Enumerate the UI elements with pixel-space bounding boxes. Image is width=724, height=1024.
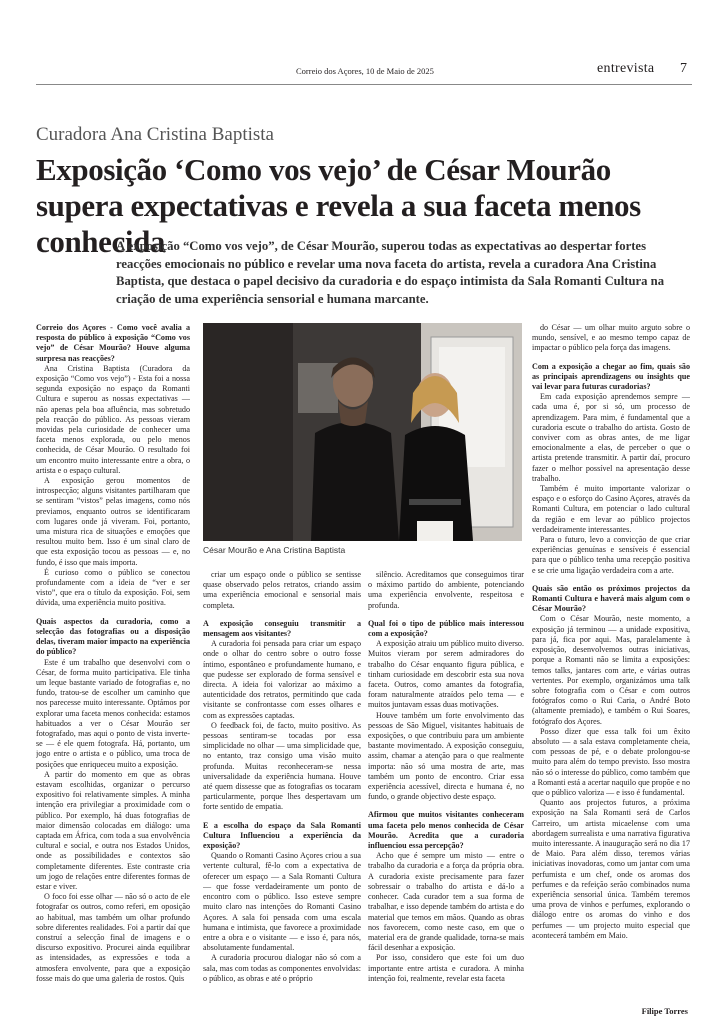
body-paragraph: Quando o Romanti Casino Açores criou a sua vertente cultural, fê-lo com a expectativa de oferecer um espaço — a Sala Romanti Cultura — que fosse verdadeiramente um ponto de encontro com o público. Isso esteve sempre muito claro nas intenções do Romanti Casino Açores. A sala foi pensada com uma escala humana e intimista, que favorece a proximidade entre a obra e o visitante — e isso é, para nós, absolutamente fundamental. xyxy=(203,851,361,953)
interview-question: Quais são então os próximos projectos da Romanti Cultura e haverá mais algum com o César Mourão? xyxy=(532,583,690,614)
body-paragraph: A exposição atraiu um público muito diverso. Muitos vieram por serem admiradores do trabalho do César enquanto figura pública, e tinham curiosidade em descobrir esta sua nova faceta. Outros, como amantes da fotografia, foram naturalmente atraídos pelo tema — e muitos juntavam essas duas motivações. xyxy=(368,639,524,710)
text-column-3 xyxy=(368,570,524,1010)
body-paragraph: O foco foi esse olhar — não só o acto de ele fotografar os outros, como referi, em oposição ao habitual, mas também um olhar profundo sobre diferentes realidades. Foi a partir daí que construí a selecção final de imagens e o discurso expositivo. Procurei ainda equilibrar as intensidades, as expressões e toda a atmosfera envolvente, para que a exposição fosse mais do que uma galeria de rostos. Quis xyxy=(36,892,190,983)
body-paragraph: Houve também um forte envolvimento das pessoas de São Miguel, visitantes habituais de exposições, o que contribuiu para um ambiente bastante movimentado. A exposição conseguiu, assim, chamar a atenção para o que realmente importa: não só uma mostra de arte, mas também um ponto de encontro. Criar essa experiência acessível, directa e humana é, no fundo, o grande objectivo deste espaço. xyxy=(368,710,524,802)
body-paragraph: A exposição gerou momentos de introspecção; alguns visitantes partilharam que se sentiram “vistos” pelas imagens, como nós previamos, enquanto outros se identificaram com lugares onde já viveram. Foi, portanto, uma mistura rica de situações e emoções que resultou muito bem. Isso é um sinal claro de que esta exposição tocou as pessoas — e, no fundo, é isso que mais importa. xyxy=(36,476,190,567)
body-paragraph: Quanto aos projectos futuros, a próxima exposição na Sala Romanti será de Carlos Carreiro, um artista micaelense com uma abordagem surrealista e uma narrativa figurativa muito interessante. A inauguração será no dia 17 de Maio. Para além disso, teremos várias iniciativas inovadoras, como um jantar com uma perfumista e um chef, onde os aromas dos perfumes e da refeição serão combinados numa experiência sensorial única. Também teremos uma prova de vinhos e perfumes, explorando o diálogo entre os aromas do vinho e dos perfumes — um projecto muito especial que acontecerá também em Maio. xyxy=(532,798,690,940)
article-lead: A exposição “Como vos vejo”, de César Mourão, superou todas as expectativas ao despertar fortes reacções emocionais no público e revelar uma nova faceta do artista, revela a curadora Ana Cristina Baptista, que destaca o papel decisivo da curadoria e do espaço intimista da Sala Romanti Cultura na criação de uma experiência sensorial e humana marcante. xyxy=(116,239,665,307)
interview-question: E a escolha do espaço da Sala Romanti Cultura Influenciou a experiência da exposição? xyxy=(203,820,361,851)
photo-caption: César Mourão e Ana Cristina Baptista xyxy=(203,545,346,555)
page-number: 7 xyxy=(680,61,687,76)
article-kicker: Curadora Ana Cristina Baptista xyxy=(36,124,274,145)
body-paragraph: Por isso, considero que este foi um duo importante entre artista e curadora. A minha intenção foi, realmente, revelar esta faceta xyxy=(368,953,524,983)
body-paragraph: Acho que é sempre um misto — entre o trabalho da curadoria e a força da própria obra. A curadoria existe precisamente para fazer sobressair o trabalho do artista e dá-lo a conhecer. Cada curador tem a sua forma de trabalhar, e isso depende também do artista e do material que temos em mãos. Quando as obras nos favorecem, como neste caso, em que o material era de grande qualidade, torna-se mais fácil desenhar a exposição. xyxy=(368,851,524,953)
body-paragraph: É curioso como o público se conectou profundamente com a ideia de “ver e ser visto”, que era o título da exposição. Foi, sem dúvida, uma experiência muito positiva. xyxy=(36,567,190,608)
body-paragraph: Com o César Mourão, neste momento, a exposição já terminou — a unidade expositiva, para já, fica por aqui. Mas, paralelamente à exposição, desenvolvemos outras iniciativas, porque a Romanti não se limita a exposições: temos talks, jantares com arte, e várias outras vertentes. Por exemplo, organizámos uma talk sobre fotografia com o César e com outros fotógrafos como o Rui Caria, o André Boto (altamente premiado), e também o Rui Soares, fotógrafo dos Açores. xyxy=(532,614,690,726)
photo-image xyxy=(203,323,522,541)
body-paragraph: A curadoria procurou dialogar não só com a sala, mas com todas as componentes envolvidas: o público, as obras e até o próprio xyxy=(203,953,361,983)
text-column-2 xyxy=(203,570,361,1010)
body-paragraph: O feedback foi, de facto, muito positivo. As pessoas sentiram-se tocadas por essa simplicidade no olhar — uma simplicidade que, no entanto, traz consigo uma visão muito profunda. Muitas reconheceram-se nessa universalidade da experiência humana. Houve até quem dissesse que as fotografias os tocaram particularmente, porque lhes despertavam um forte sentido de empatia. xyxy=(203,720,361,812)
text-column-1 xyxy=(36,323,190,1013)
article-title: Exposição ‘Como vos vejo’ de César Mourão supera expectativas e revela a sua faceta menos conhecida xyxy=(36,152,641,259)
publication-dateline: Correio dos Açores, 10 de Maio de 2025 xyxy=(296,66,434,76)
body-paragraph: Também é muito importante valorizar o espaço e o esforço do Casino Açores, através da Romanti Cultura, em potenciar o lado cultural da região e em levar ao público projectos verdadeiramente interessantes. xyxy=(532,484,690,534)
body-paragraph: Para o futuro, levo a convicção de que criar experiências genuínas e sensíveis é essencial para que o público tenha uma recepção positiva e se crie uma ligação verdadeira com a arte. xyxy=(532,535,690,575)
page-header xyxy=(0,62,724,82)
article-photo xyxy=(203,323,522,541)
body-paragraph: criar um espaço onde o público se sentisse quase observado pelos retratos, criando assim uma experiência emocional e sensorial mais completa. xyxy=(203,570,361,610)
interview-question: A exposição conseguiu transmitir a mensagem aos visitantes? xyxy=(203,618,361,639)
interview-question: Quais aspectos da curadoria, como a selecção das fotografias ou a disposição delas, tiveram maior impacto na experiência do público? xyxy=(36,616,190,657)
section-label: entrevista xyxy=(597,61,655,76)
body-paragraph: A partir do momento em que as obras estavam escolhidas, organizar o percurso expositivo foi relativamente simples. A minha intenção era privilegiar a proximidade com o público. Por exemplo, há duas fotografias de maior dimensão colocadas em diálogo: uma captada em África, com toda a sua envolvência cultural e social, e outra nos Estados Unidos, onde as possibilidades e contextos são completamente diferentes. Este contraste cria um jogo de relações entre diferentes formas de estar e viver. xyxy=(36,769,190,891)
article-author: Filipe Torres xyxy=(641,1006,688,1016)
body-paragraph: do César — um olhar muito arguto sobre o mundo, sensível, e ao mesmo tempo capaz de impactar o público pela força das imagens. xyxy=(532,323,690,353)
body-paragraph: Este é um trabalho que desenvolvi com o César, de forma muito participativa. Ele tinha um leque bastante variado de fotografias e, no fundo, tratou-se de escolher um caminho que nos parecesse muito interessante. Optámos por explorar uma faceta menos conhecida: estamos habituados a ver o César Mourão ser fotografado, mas aqui o ponto de vista inverte-se — é ele quem fotografa. Há, portanto, um jogo entre o artista e o público, uma troca de posições que enriqueceu muito a exposição. xyxy=(36,657,190,769)
interview-question: Qual foi o tipo de público mais interessou com a exposição? xyxy=(368,618,524,639)
body-paragraph: Em cada exposição aprendemos sempre — cada uma é, por si só, um processo de aprendizagem. Para mim, é fundamental que a curadoria escute o trabalho do artista. Gosto de conviver com as obras antes, de me ligar emocionalmente a elas, de perceber o que o artista pretende transmitir. A partir daí, procuro fazer o melhor possível na apresentação desse trabalho. xyxy=(532,392,690,483)
body-paragraph: Ana Cristina Baptista (Curadora da exposição “Como vos vejo”) - Esta foi a nossa segunda exposição no espaço da Romanti Cultura e superou as nossas expectativas — não apenas pela boa afluência, mas sobretudo pela reacção do público. As pessoas vieram movidas pela curiosidade de conhecer uma faceta menos explorada, ou pelo menos conhecida, de César Mourão. O resultado foi um encontro muito interessante entre a obra, o artista e o espaço cultural. xyxy=(36,363,190,475)
interview-question: Afirmou que muitos visitantes conheceram uma faceta pelo menos conhecida de César Mourão. Acredita que a curadoria influenciou essa percepção? xyxy=(368,810,524,851)
text-column-4 xyxy=(532,323,690,1013)
header-rule xyxy=(36,84,692,85)
interview-question: Com a exposição a chegar ao fim, quais são as principais aprendizagens ou insights que vai levar para futuras curadorias? xyxy=(532,361,690,392)
body-paragraph: Posso dizer que essa talk foi um êxito absoluto — a sala estava completamente cheia, com pessoas de pé, e o debate prolongou-se muito para além do tempo previsto. Isso mostra não só o interesse do público, como também que a Romanti está a acertar naquilo que propõe e no que o público valoriza — e isso é fundamental. xyxy=(532,726,690,797)
interview-question: Correio dos Açores - Como você avalia a resposta do público à exposição “Como vos vejo” de César Mourão? Houve alguma surpresa nas reacções? xyxy=(36,323,190,363)
body-paragraph: A curadoria foi pensada para criar um espaço onde o olhar do centro sobre o outro fosse íntimo, espontâneo e profundamente humano, e que pudesse ser explorado de forma sensível e directa. A ideia foi valorizar ao máximo a autenticidade dos retratos, permitindo que cada visitante se confrontasse com esses olhares e com as expressões captadas. xyxy=(203,639,361,720)
body-paragraph: silêncio. Acreditamos que conseguimos tirar o máximo partido do ambiente, potenciando uma experiência envolvente, respeitosa e profunda. xyxy=(368,570,524,610)
